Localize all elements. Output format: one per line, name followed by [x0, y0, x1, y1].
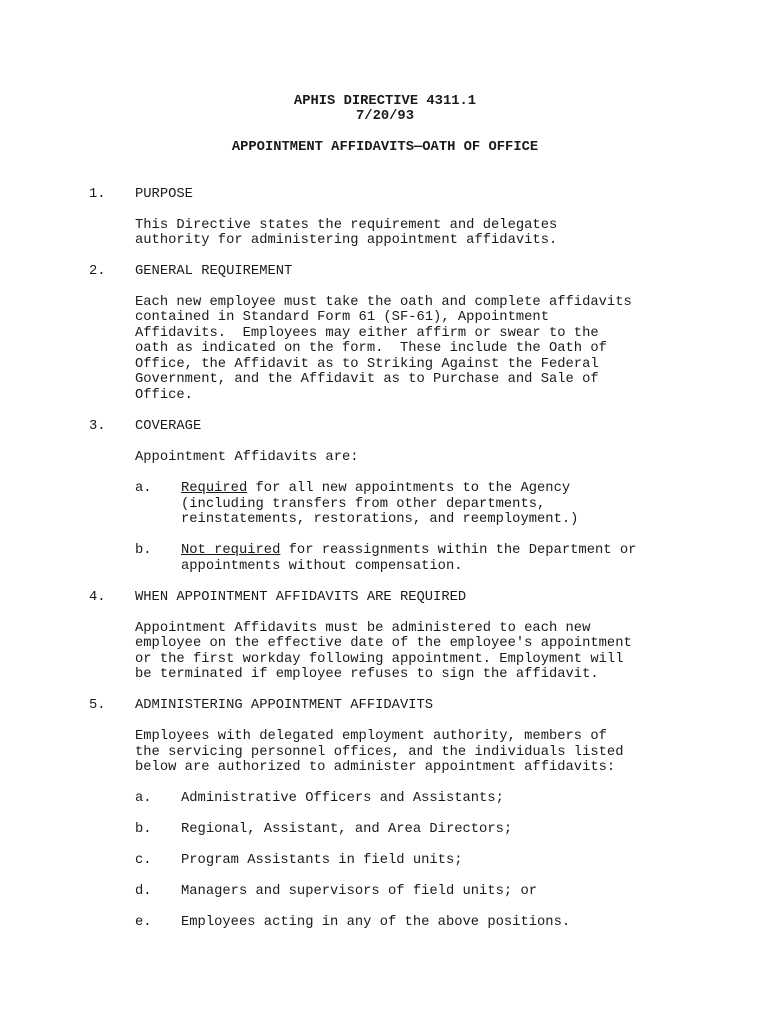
section-2-number: 2. — [89, 264, 106, 279]
section-2-heading: GENERAL REQUIREMENT — [135, 264, 293, 279]
section-2-line: oath as indicated on the form. These include the Oath of — [135, 341, 607, 356]
required-emphasis: Required — [181, 481, 248, 496]
section-5-line: the servicing personnel offices, and the individuals listed — [135, 745, 624, 760]
section-5-item: Regional, Assistant, and Area Directors; — [181, 822, 513, 837]
section-4-heading: WHEN APPOINTMENT AFFIDAVITS ARE REQUIRED — [135, 590, 467, 605]
section-4-number: 4. — [89, 590, 106, 605]
section-1-number: 1. — [89, 187, 106, 202]
section-5-item-label: d. — [135, 884, 152, 899]
section-2-line: Office, the Affidavit as to Striking Against the Federal — [135, 357, 599, 372]
section-5-item: Employees acting in any of the above positions. — [181, 915, 571, 930]
section-3-item-b-text: for reassignments within the Department or — [280, 543, 637, 558]
section-2-line: Affidavits. Employees may either affirm or swear to the — [135, 326, 599, 341]
section-1-heading: PURPOSE — [135, 187, 193, 202]
section-3-intro: Appointment Affidavits are: — [135, 450, 359, 465]
section-3-item-a — [181, 481, 570, 497]
section-5-item-label: c. — [135, 853, 152, 868]
directive-date: 7/20/93 — [356, 109, 414, 124]
section-5-number: 5. — [89, 698, 106, 713]
section-2-line: Government, and the Affidavit as to Purchase and Sale of — [135, 372, 599, 387]
section-3-item-a-label: a. — [135, 481, 152, 496]
section-3-item-a-line: (including transfers from other departments, — [181, 497, 546, 512]
section-1-line: This Directive states the requirement and delegates — [135, 218, 558, 233]
section-5-item-label: b. — [135, 822, 152, 837]
section-5-item-label: e. — [135, 915, 152, 930]
not-required-emphasis: Not required — [181, 543, 281, 558]
section-2-line: Office. — [135, 388, 193, 403]
section-4-line: Appointment Affidavits must be administered to each new — [135, 621, 591, 636]
section-5-line: below are authorized to administer appointment affidavits: — [135, 760, 616, 775]
section-5-line: Employees with delegated employment authority, members of — [135, 729, 607, 744]
directive-number: APHIS DIRECTIVE 4311.1 — [293, 94, 477, 109]
section-4-line: employee on the effective date of the employee's appointment — [135, 636, 632, 651]
section-5-item: Managers and supervisors of field units; or — [181, 884, 538, 899]
section-3-number: 3. — [89, 419, 106, 434]
section-5-item: Program Assistants in field units; — [181, 853, 463, 868]
section-4-line: or the first workday following appointment. Employment will — [135, 652, 624, 667]
section-3-heading: COVERAGE — [135, 419, 202, 434]
section-2-line: Each new employee must take the oath and complete affidavits — [135, 295, 632, 310]
document-title: APPOINTMENT AFFIDAVITS—OATH OF OFFICE — [231, 140, 539, 155]
section-3-item-a-line: reinstatements, restorations, and reemployment.) — [181, 512, 579, 527]
section-4-line: be terminated if employee refuses to sign the affidavit. — [135, 667, 599, 682]
section-3-item-b — [181, 543, 636, 559]
section-3-item-b-line: appointments without compensation. — [181, 559, 463, 574]
section-3-item-b-label: b. — [135, 543, 152, 558]
section-2-line: contained in Standard Form 61 (SF-61), Appointment — [135, 310, 549, 325]
section-5-item-label: a. — [135, 791, 152, 806]
section-3-item-a-text: for all new appointments to the Agency — [247, 481, 571, 496]
section-1-line: authority for administering appointment affidavits. — [135, 233, 558, 248]
section-5-item: Administrative Officers and Assistants; — [181, 791, 504, 806]
section-5-heading: ADMINISTERING APPOINTMENT AFFIDAVITS — [135, 698, 434, 713]
